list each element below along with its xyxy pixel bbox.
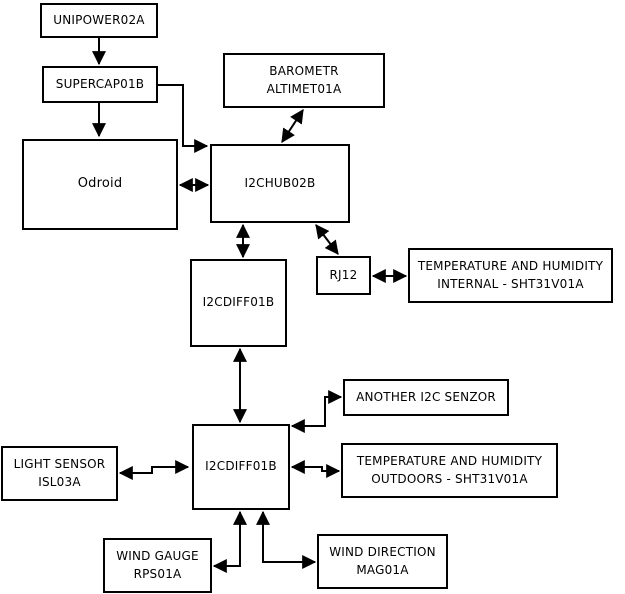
- node-label: MAG01A: [356, 562, 409, 577]
- node-label: BAROMETR: [269, 64, 339, 79]
- node-i2cdiff01b-lower: [192, 424, 290, 510]
- node-supercap01b: [42, 66, 158, 103]
- edge-light-sensor-i2cdiff-lower: [120, 467, 188, 473]
- edge-i2cdiff-lower-another-sensor: [292, 397, 341, 426]
- node-i2cdiff01b-upper: [190, 259, 287, 347]
- node-another-i2c-senzor: [343, 379, 509, 416]
- node-label: I2CHUB02B: [244, 175, 316, 190]
- edge-supercap-i2chub: [158, 85, 207, 146]
- node-odroid: [22, 139, 178, 230]
- node-label: TEMPERATURE AND HUMIDITY: [356, 454, 543, 469]
- edge-i2cdiff-lower-wind-direction: [263, 512, 315, 562]
- node-rj12: [316, 256, 371, 295]
- edge-i2chub-barometr: [282, 110, 303, 142]
- edge-i2cdiff-lower-wind-gauge: [214, 512, 240, 566]
- node-light-sensor-isl03a: [1, 446, 118, 501]
- node-barometr-altimet01a: [223, 53, 385, 108]
- node-wind-direction-mag01a: [317, 534, 448, 589]
- node-label: SUPERCAP01B: [55, 76, 145, 91]
- node-temp-humidity-internal-sht31v01a: [408, 248, 613, 303]
- node-label: ANOTHER I2C SENZOR: [356, 389, 496, 404]
- node-label: INTERNAL - SHT31V01A: [437, 276, 584, 291]
- node-label: OUTDOORS - SHT31V01A: [371, 471, 528, 486]
- node-label: ALTIMET01A: [266, 81, 342, 96]
- node-label: ISL03A: [38, 474, 81, 489]
- node-label: LIGHT SENSOR: [13, 457, 106, 472]
- node-label: Odroid: [77, 176, 123, 192]
- node-wind-gauge-rps01a: [103, 538, 212, 593]
- node-unipower02a: [40, 3, 158, 38]
- node-label: I2CDIFF01B: [202, 295, 275, 310]
- node-label: RJ12: [329, 267, 358, 282]
- edge-i2cdiff-lower-temp-outdoors: [292, 467, 339, 471]
- node-label: TEMPERATURE AND HUMIDITY: [417, 259, 604, 274]
- node-label: UNIPOWER02A: [53, 12, 145, 27]
- node-i2chub02b: [210, 144, 350, 223]
- node-temp-humidity-outdoors-sht31v01a: [341, 443, 558, 498]
- node-label: WIND GAUGE: [116, 549, 199, 564]
- node-label: WIND DIRECTION: [329, 545, 436, 560]
- node-label: RPS01A: [133, 566, 182, 581]
- node-label: I2CDIFF01B: [205, 459, 277, 474]
- edge-i2chub-rj12: [316, 225, 338, 254]
